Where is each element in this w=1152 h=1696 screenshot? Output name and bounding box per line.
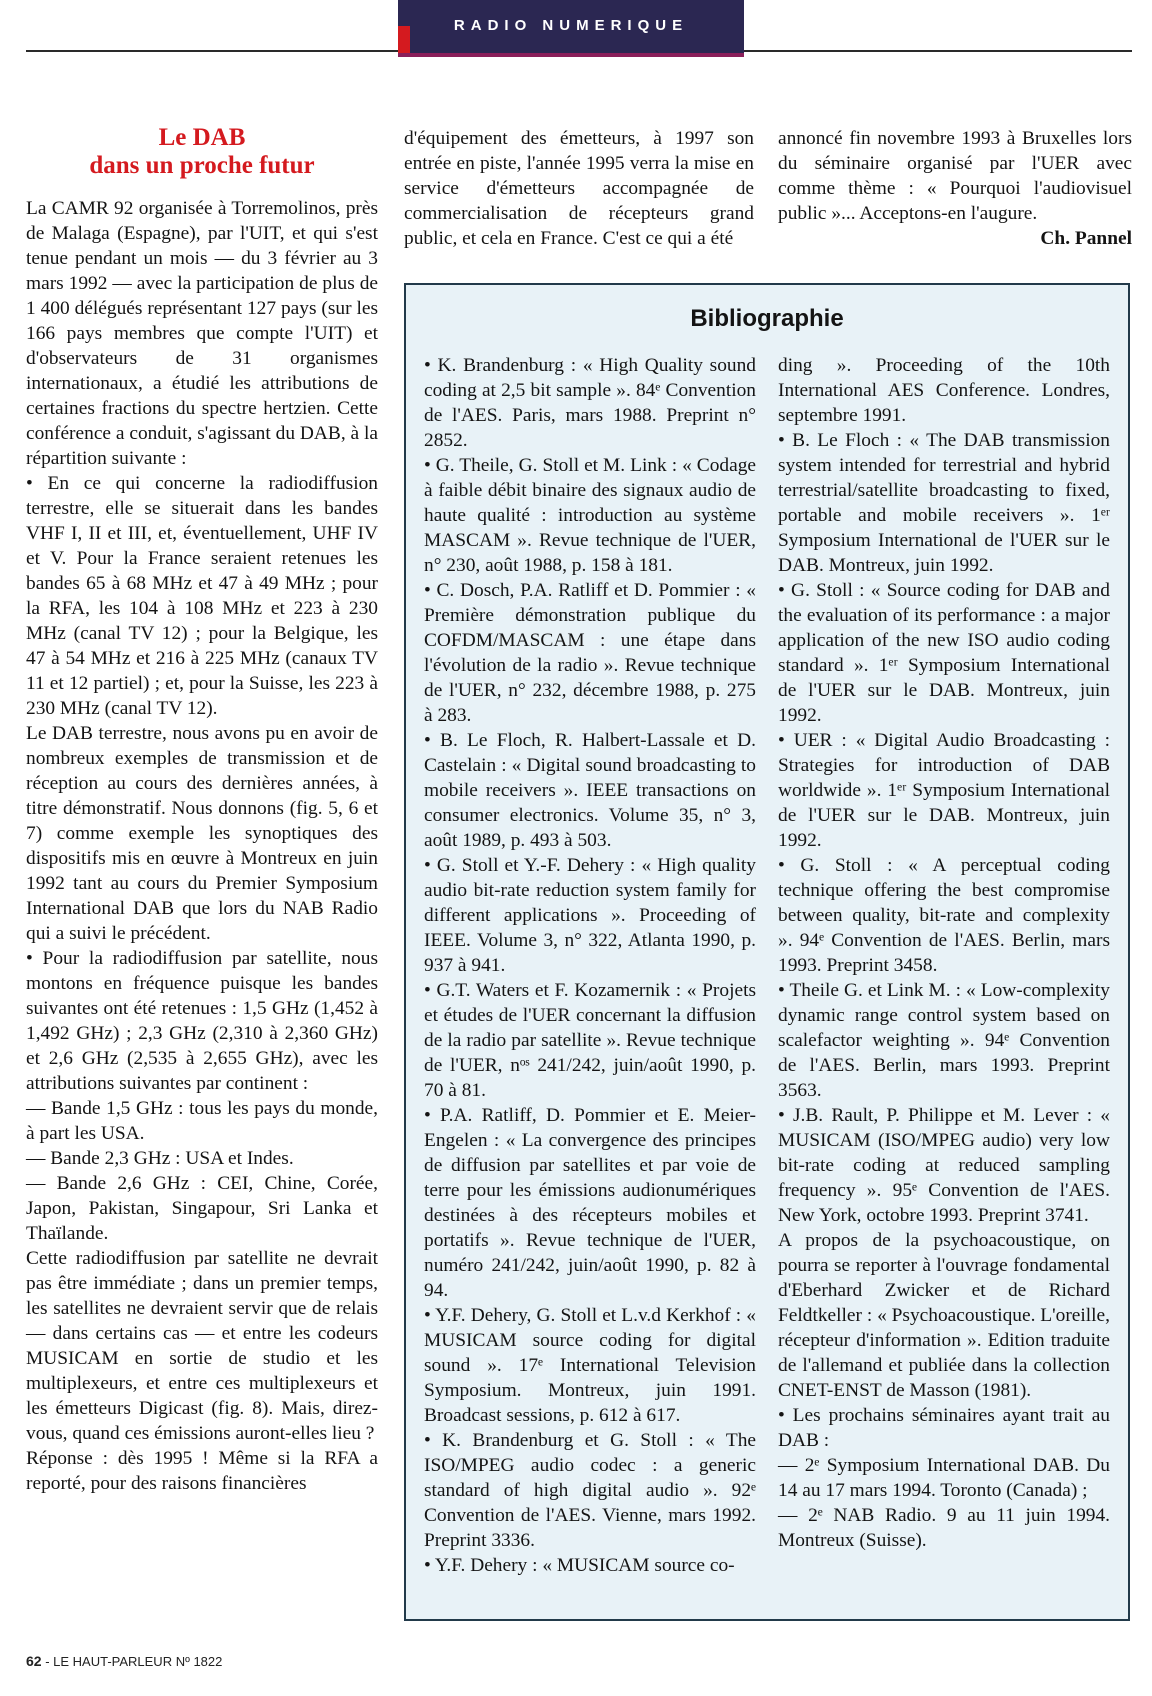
bibliography-entry: • B. Le Floch, R. Halbert-Lassale et D. Castelain : « Digital sound broadcasting to mobile receivers ». IEEE transactions on consumer electronics. Volume 35, n° 3, août 1989, p. 493 à 503.	[424, 730, 756, 851]
bibliography-entry: A propos de la psychoacoustique, on pourra se reporter à l'ouvrage fondamental d'Eberhard Zwicker et de Richard Feldtkeller : « Psychoacoustique. L'oreille, récepteur d'information ». Edition traduite de l'allemand et publiée dans la collection CNET-ENST de Masson (1981).	[778, 1230, 1110, 1401]
bibliography-entry: • J.B. Rault, P. Philippe et M. Lever : « MUSICAM (ISO/MPEG audio) very low bit-rate coding at reduced sampling frequency ». 95ᵉ Convention de l'AES. New York, octobre 1993. Preprint 3741.	[778, 1105, 1110, 1226]
bibliography-entry: • Y.F. Dehery, G. Stoll et L.v.d Kerkhof : « MUSICAM source coding for digital sound ». 17ᵉ International Television Symposium. Montreux, juin 1991. Broadcast sessions, p. 612 à 617.	[424, 1305, 756, 1426]
bibliography-column-2	[778, 353, 1110, 1553]
bibliography-entry: • P.A. Ratliff, D. Pommier et E. Meier-Engelen : « La convergence des principes de diffusion par satellites et par voie de terre pour les émissions audionumériques destinées à des récepteurs mobiles et portatifs ». Revue technique de l'UER, numéro 241/242, juin/août 1990, p. 82 à 94.	[424, 1105, 756, 1301]
bibliography-entry: • G. Stoll et Y.-F. Dehery : « High quality audio bit-rate reduction system family for different applications ». Proceeding of IEEE. Volume 3, n° 322, Atlanta 1990, p. 937 à 941.	[424, 855, 756, 976]
article-paragraph: • En ce qui concerne la radiodiffusion terrestre, elle se situerait dans les bandes VHF I, II et III, et, éventuellement, UHF IV et V. Pour la France seraient retenues les bandes 65 à 68 MHz et 47 à 49 MHz ; pour la RFA, les 104 à 108 MHz et 223 à 230 MHz (canal TV 12) ; pour la Belgique, les 47 à 54 MHz et 216 à 225 MHz (canaux TV 11 et 12 partiel) ; et, pour la Suisse, les 223 à 230 MHz (canal TV 12).	[26, 473, 378, 719]
bibliography-entry: • G. Theile, G. Stoll et M. Link : « Codage à faible débit binaire des signaux audio de haute qualité : introduction au système MASCAM ». Revue technique de l'UER, n° 230, août 1988, p. 158 à 181.	[424, 455, 756, 576]
bibliography-entry: ding ». Proceeding of the 10th International AES Conference. Londres, septembre 1991.	[778, 355, 1110, 426]
header-underline	[398, 53, 744, 57]
article-paragraph: • Pour la radiodiffusion par satellite, nous montons en fréquence puisque les bandes suivantes ont été retenues : 1,5 GHz (1,452 à 1,492 GHz) ; 2,3 GHz (2,310 à 2,360 GHz) et 2,6 GHz (2,535 à 2,655 GHz), avec les attributions suivantes par continent :	[26, 948, 378, 1094]
article-paragraph: Réponse : dès 1995 ! Même si la RFA a reporté, pour des raisons financières	[26, 1448, 378, 1494]
article-paragraph: annoncé fin novembre 1993 à Bruxelles lors du séminaire organisé par l'UER avec comme thème : « Pourquoi l'audiovisuel public »... Acceptons-en l'augure.	[778, 128, 1132, 224]
page-footer	[26, 1653, 222, 1669]
page-number: 62	[26, 1653, 42, 1669]
bibliography-entry: — 2ᵉ NAB Radio. 9 au 11 juin 1994. Montreux (Suisse).	[778, 1505, 1110, 1551]
article-paragraph: — Bande 2,6 GHz : CEI, Chine, Corée, Japon, Pakistan, Singapour, Sri Lanka et Thaïlande.	[26, 1173, 378, 1244]
author-signature: Ch. Pannel	[1040, 228, 1132, 249]
bibliography-entry: • B. Le Floch : « The DAB transmission system intended for terrestrial and hybrid terrestrial/satellite broadcasting to fixed, portable and mobile receivers ». 1ᵉʳ Symposium International de l'UER sur le DAB. Montreux, juin 1992.	[778, 430, 1110, 576]
article-title-line-1: Le DAB	[158, 124, 246, 151]
header-rule-left	[26, 50, 398, 52]
section-title: RADIO NUMERIQUE	[453, 17, 689, 34]
article-column-1	[26, 124, 378, 1496]
bibliography-box	[404, 283, 1130, 1621]
section-header	[398, 0, 744, 57]
article-column-3	[778, 126, 1132, 251]
bibliography-entry: • Y.F. Dehery : « MUSICAM source co-	[424, 1555, 735, 1576]
bibliography-entry: • K. Brandenburg : « High Quality sound coding at 2,5 bit sample ». 84ᵉ Convention de l'AES. Paris, mars 1988. Preprint n° 2852.	[424, 355, 756, 451]
bibliography-entry: • G.T. Waters et F. Kozamernik : « Projets et études de l'UER concernant la diffusion de la radio par satellite ». Revue technique de l'UER, nᵒˢ 241/242, juin/août 1990, p. 70 à 81.	[424, 980, 756, 1101]
bibliography-entry: • Theile G. et Link M. : « Low-complexity dynamic range control system based on scalefactor weighting ». 94ᵉ Convention de l'AES. Berlin, mars 1993. Preprint 3563.	[778, 980, 1110, 1101]
bibliography-column-1	[424, 353, 756, 1578]
article-paragraph: d'équipement des émetteurs, à 1997 son entrée en piste, l'année 1995 verra la mise en service d'émetteurs accompagnée de commercialisation de récepteurs grand public, et cela en France. C'est ce qui a été	[404, 128, 754, 249]
bibliography-entry: • C. Dosch, P.A. Ratliff et D. Pommier : « Première démonstration publique du COFDM/MASCAM : une étape dans l'évolution de la radio ». Revue technique de l'UER, n° 232, décembre 1988, p. 275 à 283.	[424, 580, 756, 726]
article-title-line-2: dans un proche futur	[89, 152, 315, 179]
article-paragraph: Cette radiodiffusion par satellite ne devrait pas être immédiate ; dans un premier temps, les satellites ne devraient servir que de relais — dans certains cas — et entre les codeurs MUSICAM en sortie de studio et les multiplexeurs, et entre ces multiplexeurs et les émetteurs Digicast (fig. 8). Mais, direz-vous, quand ces émissions auront-elles lieu ?	[26, 1248, 378, 1444]
bibliography-entry: • G. Stoll : « Source coding for DAB and the evaluation of its performance : a major application of the new ISO audio coding standard ». 1ᵉʳ Symposium International de l'UER sur le DAB. Montreux, juin 1992.	[778, 580, 1110, 726]
article-paragraph: La CAMR 92 organisée à Torremolinos, près de Malaga (Espagne), par l'UIT, et qui s'est tenue pendant un mois — du 3 février au 3 mars 1992 — avec la participation de plus de 1 400 délégués représentant 127 pays (sur les 166 pays membres que compte l'UIT) et d'observateurs de 31 organismes internationaux, a étudié les attributions de certaines fractions du spectre hertzien. Cette conférence a conduit, s'agissant du DAB, à la répartition suivante :	[26, 198, 378, 469]
bibliography-entry: • K. Brandenburg et G. Stoll : « The ISO/MPEG audio codec : a generic standard of high digital audio ». 92ᵉ Convention de l'AES. Vienne, mars 1992. Preprint 3336.	[424, 1430, 756, 1551]
bibliography-title: Bibliographie	[690, 305, 844, 332]
article-column-2	[404, 126, 754, 251]
article-paragraph: Le DAB terrestre, nous avons pu en avoir de nombreux exemples de transmission et de réception au cours des dernières années, à titre démonstratif. Nous donnons (fig. 5, 6 et 7) comme exemple les synoptiques des dispositifs mis en œuvre à Montreux en juin 1992 tant au cours du Premier Symposium International DAB que lors du NAB Radio qui a suivi le précédent.	[26, 723, 378, 944]
article-paragraph: — Bande 1,5 GHz : tous les pays du monde, à part les USA.	[26, 1098, 378, 1144]
publication-name: - LE HAUT-PARLEUR Nº 1822	[41, 1654, 223, 1669]
bibliography-entry: • UER : « Digital Audio Broadcasting : Strategies for introduction of DAB worldwide ». 1ᵉʳ Symposium International de l'UER sur le DAB. Montreux, juin 1992.	[778, 730, 1110, 851]
bibliography-entry: — 2ᵉ Symposium International DAB. Du 14 au 17 mars 1994. Toronto (Canada) ;	[778, 1455, 1110, 1501]
header-rule-right	[744, 50, 1132, 52]
article-paragraph: — Bande 2,3 GHz : USA et Indes.	[26, 1148, 294, 1169]
article-title	[26, 124, 378, 180]
bibliography-entry: • Les prochains séminaires ayant trait au DAB :	[778, 1405, 1110, 1451]
bibliography-entry: • G. Stoll : « A perceptual coding technique offering the best compromise between quality, bit-rate and complexity ». 94ᵉ Convention de l'AES. Berlin, mars 1993. Preprint 3458.	[778, 855, 1110, 976]
